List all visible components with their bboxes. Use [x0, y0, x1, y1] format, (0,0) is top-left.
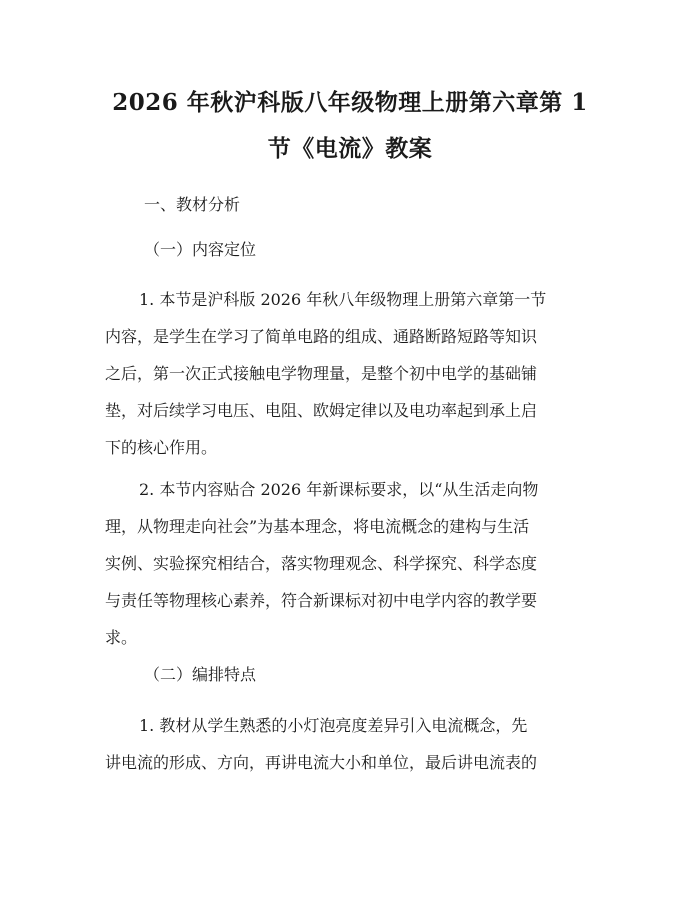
paragraph-1: [105, 281, 595, 466]
paragraph-1-line: 之后，第一次正式接触电学物理量，是整个初中电学的基础铺: [105, 364, 538, 383]
document-title-line-2: 节《电流》教案: [267, 135, 433, 162]
paragraph-2-line: 理，从物理走向社会”为基本理念，将电流概念的建构与生活: [105, 517, 530, 536]
paragraph-3-line: 1. 教材从学生熟悉的小灯泡亮度差异引入电流概念，先: [139, 716, 528, 735]
subsection-heading-arrangement-features: （二）编排特点: [144, 665, 257, 684]
section-heading-textbook-analysis: 一、教材分析: [144, 195, 241, 214]
document-title-line-1: 2026 年秋沪科版八年级物理上册第六章第 1: [112, 89, 588, 116]
paragraph-2-line: 实例、实验探究相结合，落实物理观念、科学探究、科学态度: [105, 554, 538, 573]
paragraph-1-line: 垫，对后续学习电压、电阻、欧姆定律以及电功率起到承上启: [105, 401, 538, 420]
paragraph-1-line: 下的核心作用。: [105, 438, 218, 457]
paragraph-2-line: 与责任等物理核心素养，符合新课标对初中电学内容的教学要: [105, 591, 538, 610]
paragraph-3-line: 讲电流的形成、方向，再讲电流大小和单位，最后讲电流表的: [105, 753, 538, 772]
paragraph-3: [105, 707, 595, 781]
paragraph-1-line: 内容，是学生在学习了简单电路的组成、通路断路短路等知识: [105, 327, 538, 346]
paragraph-1-line: 1. 本节是沪科版 2026 年秋八年级物理上册第六章第一节: [139, 290, 547, 309]
paragraph-2-line: 求。: [105, 628, 138, 647]
paragraph-2-line: 2. 本节内容贴合 2026 年新课标要求，以“从生活走向物: [139, 480, 539, 499]
subsection-heading-content-positioning: （一）内容定位: [144, 240, 257, 259]
paragraph-2: [105, 471, 595, 656]
